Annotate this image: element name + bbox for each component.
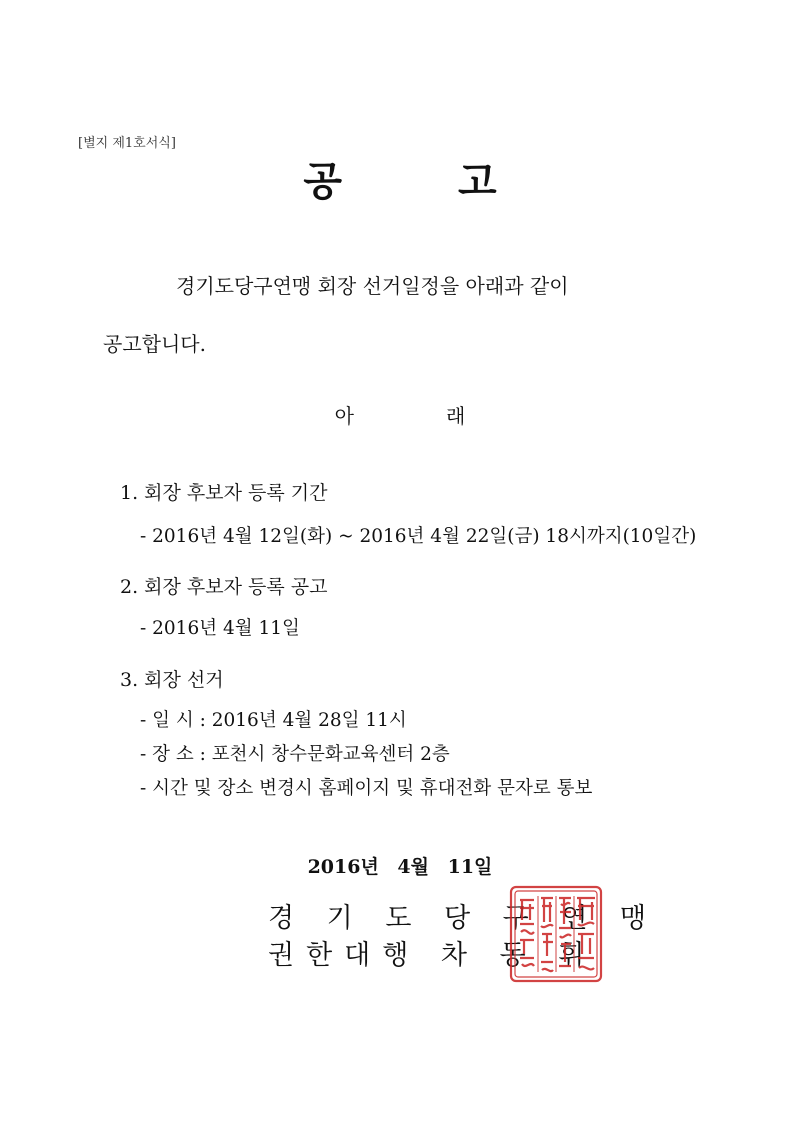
section-item: - 시간 및 장소 변경시 홈페이지 및 휴대전화 문자로 통보	[140, 778, 593, 799]
section-item: - 2016년 4월 12일(화) ~ 2016년 4월 22일(금) 18시까지(10일간)	[140, 526, 697, 547]
section-item: - 일 시 : 2016년 4월 28일 11시	[140, 710, 407, 731]
ahrae-char-1: 아	[334, 404, 354, 428]
intro-line-2: 공고합니다.	[103, 332, 206, 356]
official-seal-icon	[508, 884, 604, 984]
title-char-2: 고	[458, 158, 497, 205]
title-char-1: 공	[303, 158, 342, 205]
intro-line-1: 경기도당구연맹 회장 선거일정을 아래과 같이	[176, 274, 569, 298]
signature-org: 경 기 도 당 구 연 맹	[268, 903, 659, 934]
section-item: - 2016년 4월 11일	[140, 618, 300, 639]
section-heading: 3. 회장 선거	[120, 669, 224, 691]
section-heading: 1. 회장 후보자 등록 기간	[120, 482, 328, 504]
signature-person: 권한대행 차 동 휘	[268, 940, 597, 971]
announcement-date: 2016년 4월 11일	[307, 856, 493, 878]
section-item: - 장 소 : 포천시 창수문화교육센터 2층	[140, 744, 450, 765]
form-label: [별지 제1호서식]	[78, 136, 176, 151]
ahrae-char-2: 래	[446, 404, 466, 428]
document-title	[0, 150, 800, 207]
ahrae-heading	[0, 400, 800, 429]
section-heading: 2. 회장 후보자 등록 공고	[120, 576, 328, 598]
